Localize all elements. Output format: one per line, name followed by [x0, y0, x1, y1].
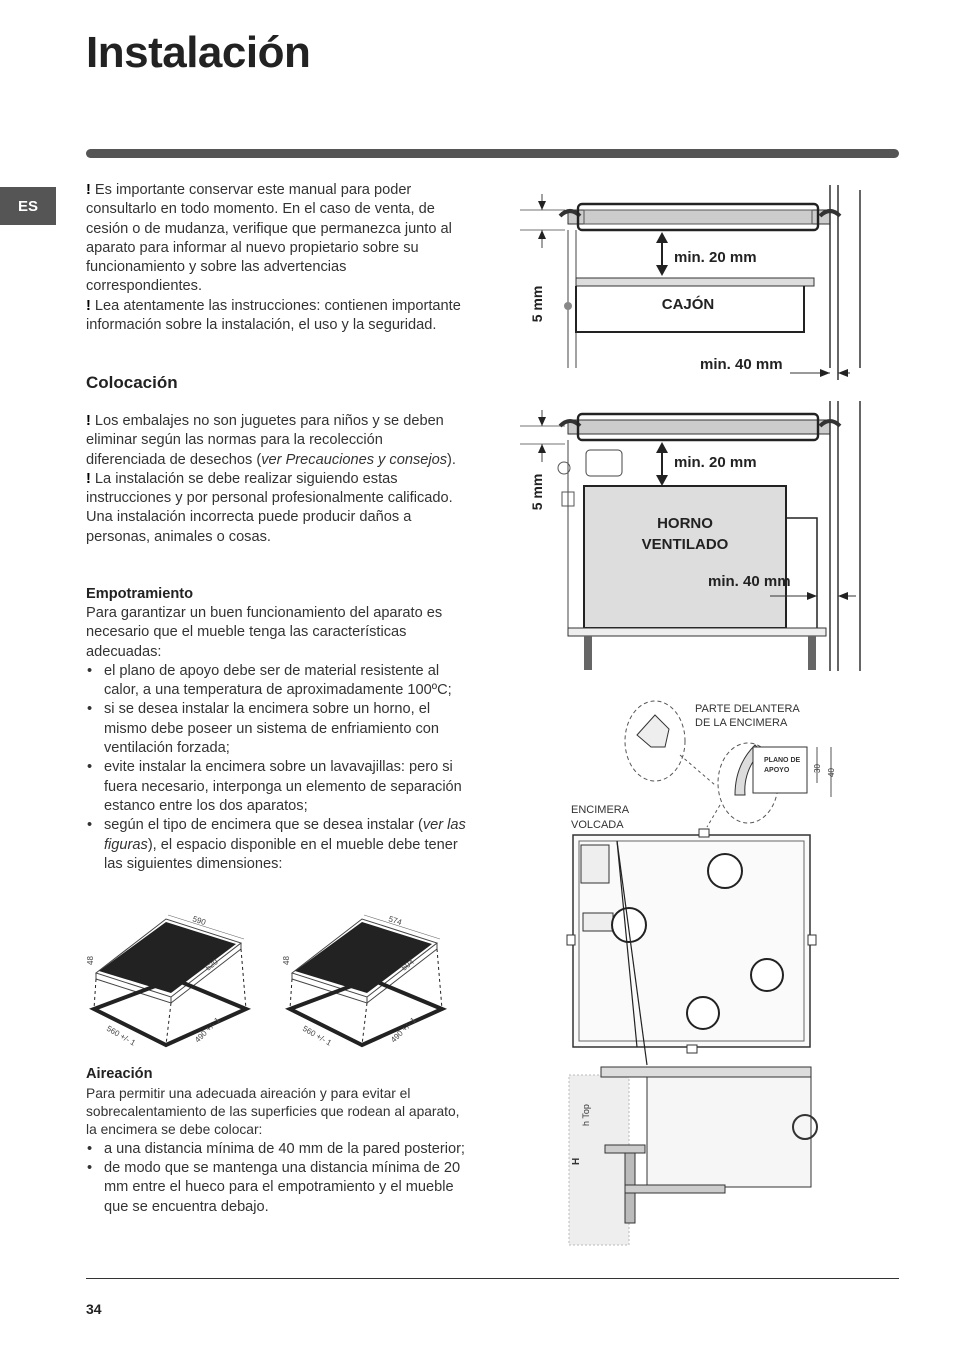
hob2-height: 48 [282, 956, 291, 965]
hob1-cut-depth: 490 +/- 1 [193, 1015, 222, 1045]
oven-5mm-label: 5 mm [529, 473, 545, 511]
empotramiento-bullet-1: • el plano de apoyo debe ser de material resistente al calor, a una temperatura de aproximadamente 100ºC; [86, 662, 466, 701]
hob1-height: 48 [86, 956, 95, 965]
h-label: H [571, 1157, 582, 1165]
h-top-label: h Top [581, 1104, 591, 1126]
colocacion-heading: Colocación [86, 373, 178, 392]
hob1-top-width: 590 [191, 914, 207, 928]
hob-figure-2 [282, 914, 442, 1048]
front-label-line2: DE LA ENCIMERA [695, 717, 788, 729]
hob-fixing-diagram [565, 695, 850, 1250]
dim-40-label: 40 [827, 768, 836, 777]
empotramiento-intro: Para garantizar un buen funcionamiento del aparato es necesario que el mueble tenga las características adecuadas: [86, 605, 443, 660]
colocacion-section [86, 412, 466, 547]
intro-paragraph-2: ! Lea atentamente las instrucciones: contienen importante información sobre la instalación, el uso y la seguridad. [86, 297, 461, 334]
hob-dimension-figures [86, 905, 466, 1055]
aireacion-bullet-2: • de modo que se mantenga una distancia mínima de 20 mm entre el hueco para el empotramiento y el mueble que se encuentra debajo. [86, 1159, 466, 1217]
plano-label-line2: APOYO [764, 767, 790, 774]
footer-rule [86, 1278, 899, 1279]
hob2-top-width: 574 [387, 914, 403, 928]
intro-section [86, 181, 466, 335]
aireacion-intro: Para permitir una adecuada aireación y para evitar el sobrecalentamiento de las superficies que rodean al aparato, la encimera se debe colocar: [86, 1086, 460, 1138]
encimera-label-line1: ENCIMERA [571, 804, 630, 816]
plano-label-line1: PLANO DE [764, 757, 801, 764]
aireacion-bullet-1: • a una distancia mínima de 40 mm de la pared posterior; [86, 1140, 466, 1159]
hob1-cut-width: 560 +/- 1 [105, 1023, 138, 1048]
empotramiento-heading: Empotramiento [86, 586, 194, 602]
page-title: Instalación [86, 28, 311, 77]
drawer-label: CAJÓN [661, 296, 715, 313]
hob2-top-depth: 504 [399, 957, 416, 973]
oven-label-line1: HORNO [657, 515, 713, 532]
oven-label-line2: VENTILADO [641, 536, 729, 553]
drawer-5mm-label: 5 mm [529, 285, 545, 323]
hob2-cut-depth: 490 +/- 1 [389, 1015, 418, 1045]
hob-figure-1 [86, 914, 246, 1048]
empotramiento-bullet-4: • según el tipo de encimera que se desea instalar (ver las figuras), el espacio disponible en el mueble debe tener las siguientes dimensiones: [86, 816, 466, 874]
aireacion-heading: Aireación [86, 1066, 153, 1082]
dim-30-label: 30 [813, 764, 822, 773]
language-tab: ES [0, 187, 56, 225]
colocacion-paragraph-2: ! La instalación se debe realizar siguiendo estas instrucciones y por personal profesionalmente calificado. Una instalación incorrecta puede producir daños a personas, animales o cosas. [86, 470, 453, 545]
empotramiento-section [86, 604, 466, 874]
drawer-clearance-diagram [520, 180, 865, 390]
hob2-cut-width: 560 +/- 1 [301, 1023, 334, 1048]
aireacion-section [86, 1085, 466, 1217]
header-rule [86, 149, 899, 158]
drawer-min20-label: min. 20 mm [674, 249, 757, 266]
colocacion-paragraph-1: ! Los embalajes no son juguetes para niños y se deben eliminar según las normas para la recolección diferenciada de desechos (ver Precauciones y consejos). [86, 413, 456, 468]
oven-min40-label: min. 40 mm [708, 573, 791, 590]
front-label-line1: PARTE DELANTERA [695, 703, 800, 715]
empotramiento-bullet-2: • si se desea instalar la encimera sobre un horno, el mismo debe poseer un sistema de enfriamiento con ventilación forzada; [86, 700, 466, 758]
drawer-min40-label: min. 40 mm [700, 356, 783, 373]
oven-min20-label: min. 20 mm [674, 454, 757, 471]
empotramiento-bullet-3: • evite instalar la encimera sobre un lavavajillas: pero si fuera necesario, interponga un elemento de separación estanco entre los dos aparatos; [86, 758, 466, 816]
encimera-label-line2: VOLCADA [571, 819, 624, 831]
oven-clearance-diagram [520, 396, 865, 676]
hob1-top-depth: 520 [203, 957, 220, 973]
intro-paragraph-1: ! Es importante conservar este manual para poder consultarlo en todo momento. En el caso de venta, de cesión o de mudanza, verifique que permanezca junto al aparato para informar al nuevo propietario sobre su funcionamiento y sobre las advertencias correspondientes. [86, 182, 452, 295]
page-number: 34 [86, 1301, 102, 1317]
